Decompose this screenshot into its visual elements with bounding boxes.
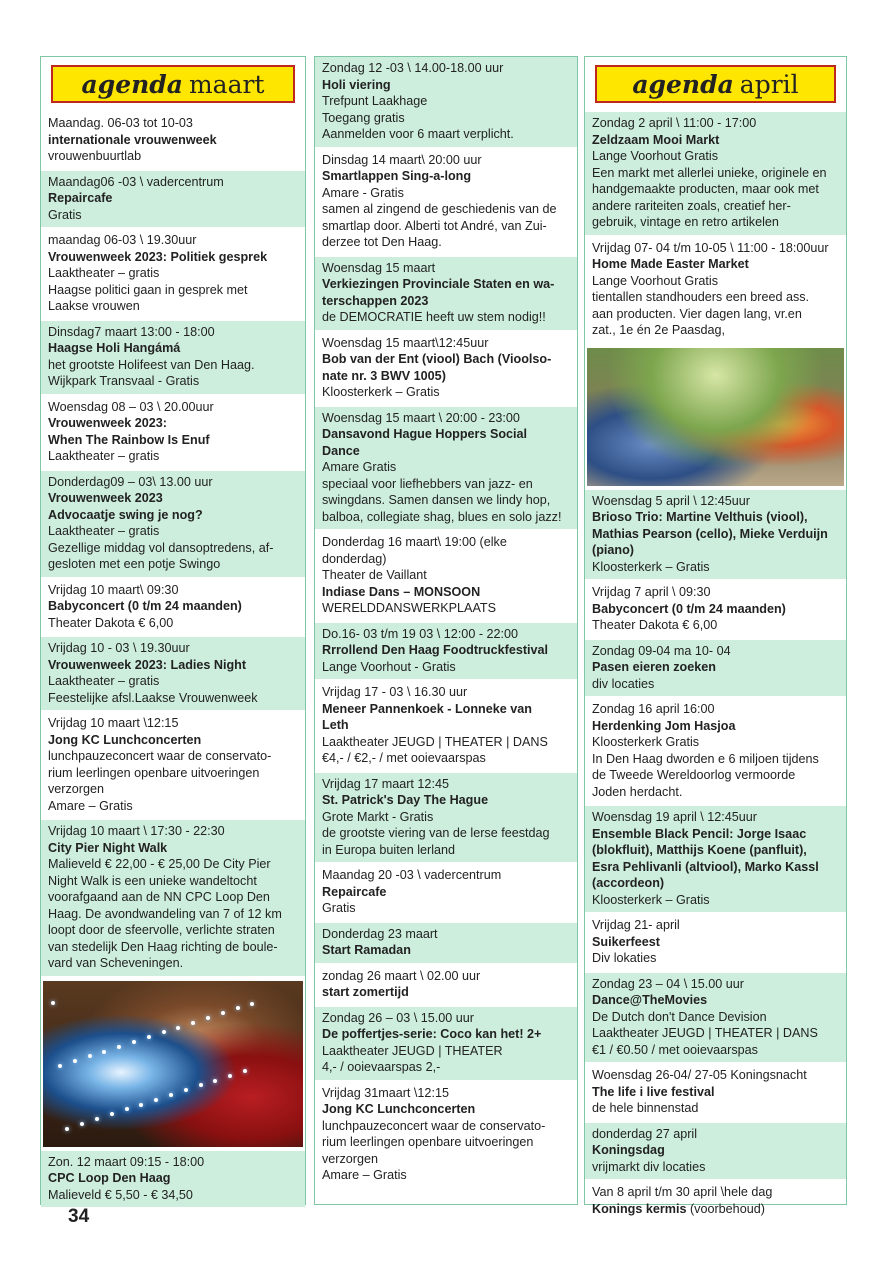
- event-title: Repaircafe: [48, 191, 113, 205]
- event-date: Zondag 12 -03 \ 14.00-18.00 uur: [322, 61, 504, 75]
- light-sparkle: [250, 1002, 254, 1006]
- event-detail: in Europa buiten lerland: [322, 842, 456, 857]
- event-detail: Amare – Gratis: [322, 1168, 407, 1182]
- event-title: Mathias Pearson (cello), Mieke Verduijn: [592, 526, 828, 541]
- event-detail: verzorgen: [322, 1151, 379, 1166]
- event-date: Van 8 april t/m 30 april \hele dag: [592, 1185, 773, 1199]
- event-item: [585, 1064, 846, 1123]
- event-detail: 4,- / ooievaarspas 2,-: [322, 1060, 441, 1074]
- event-detail: voorafgaand aan de NN CPC Loop Den: [48, 890, 270, 904]
- event-item: [41, 396, 305, 471]
- event-item: [41, 321, 305, 396]
- agenda-header-box: [595, 65, 836, 103]
- event-title: Esra Pehlivanli (altviool), Marko Kassl: [592, 859, 819, 874]
- event-detail: Gratis: [322, 901, 356, 915]
- event-title: nate nr. 3 BWV 1005): [322, 368, 446, 383]
- event-date: Vrijdag 07- 04 t/m 10-05 \ 11:00 - 18:00uur: [592, 240, 829, 255]
- event-title: Advocaatje swing je nog?: [48, 507, 203, 522]
- event-item: [315, 531, 577, 623]
- event-item: [585, 237, 846, 345]
- event-item: [41, 112, 305, 171]
- event-title: Rrrollend Den Haag Foodtruckfestival: [322, 643, 549, 657]
- event-detail: swingdans. Samen dansen we lindy hop,: [322, 493, 551, 507]
- event-title: CPC Loop Den Haag: [48, 1171, 171, 1185]
- event-detail: Laaktheater JEUGD | THEATER: [322, 1043, 503, 1058]
- event-item: [41, 171, 305, 230]
- event-detail: Amare – Gratis: [48, 798, 133, 813]
- event-detail: Lange Voorhout Gratis: [592, 273, 719, 288]
- event-date: Woensdag 19 april \ 12:45uur: [592, 810, 757, 824]
- event-date: Vrijdag 21- april: [592, 918, 680, 932]
- event-title: (piano): [592, 543, 634, 557]
- event-detail: Theater Dakota € 6,00: [48, 615, 174, 630]
- event-date: Donderdag 23 maart: [322, 926, 438, 941]
- event-item: [41, 579, 305, 638]
- event-detail: gesloten met een potje Swingo: [48, 557, 221, 571]
- event-detail: €1 / €0.50 / met ooievaarspas: [592, 1042, 758, 1057]
- event-detail: rium leerlingen openbare uitvoeringen: [322, 1135, 534, 1149]
- event-title: City Pier Night Walk: [48, 840, 168, 855]
- event-item: [315, 965, 577, 1007]
- event-date: Maandag. 06-03 tot 10-03: [48, 116, 193, 130]
- event-date: Vrijdag 17 - 03 \ 16.30 uur: [322, 685, 468, 699]
- agenda-april-header: [585, 57, 846, 112]
- event-title: Jong KC Lunchconcerten: [322, 1102, 476, 1116]
- event-item: [315, 773, 577, 865]
- event-detail: rium leerlingen openbare uitvoeringen: [48, 765, 260, 780]
- event-item: [585, 490, 846, 582]
- light-sparkle: [213, 1079, 217, 1083]
- light-sparkle: [184, 1088, 188, 1092]
- event-detail: Night Walk is een unieke wandeltocht: [48, 873, 257, 888]
- light-sparkle: [58, 1064, 62, 1068]
- event-detail: Kloosterkerk Gratis: [592, 735, 700, 749]
- event-date: Zondag 16 april 16:00: [592, 702, 715, 716]
- event-detail: Laakse vrouwen: [48, 299, 140, 313]
- event-item: [585, 914, 846, 973]
- event-title: Smartlappen Sing-a-long: [322, 169, 472, 183]
- light-sparkle: [199, 1083, 203, 1087]
- event-title: Holi viering: [322, 77, 391, 92]
- header-month: maart: [188, 69, 265, 99]
- light-sparkle: [236, 1006, 240, 1010]
- event-title: Repaircafe: [322, 884, 387, 899]
- event-title: Vrouwenweek 2023: Politiek gesprek: [48, 249, 268, 264]
- event-date: Vrijdag 10 maart \ 17:30 - 22:30: [48, 824, 225, 838]
- light-sparkle: [169, 1093, 173, 1097]
- event-date: Vrijdag 10 maart \12:15: [48, 716, 179, 730]
- event-detail: tientallen standhouders een breed ass.: [592, 290, 810, 304]
- event-detail: loopt door de sfeervolle, verlichte straten: [48, 923, 275, 937]
- event-title: Haagse Holi Hangámá: [48, 341, 181, 355]
- event-detail: lunchpauzeconcert waar de conservato-: [48, 749, 272, 763]
- column-middle: [314, 56, 578, 1205]
- event-detail: zat., 1e én 2e Paasdag,: [592, 323, 726, 337]
- event-item: [585, 806, 846, 914]
- event-date: Dinsdag7 maart 13:00 - 18:00: [48, 324, 215, 339]
- event-detail: vard van Scheveningen.: [48, 956, 184, 970]
- event-title: Leth: [322, 718, 349, 732]
- column-maart: [40, 56, 306, 1205]
- event-date: Vrijdag 7 april \ 09:30: [592, 585, 711, 599]
- light-sparkle: [80, 1122, 84, 1126]
- event-date: Vrijdag 10 maart\ 09:30: [48, 582, 179, 597]
- event-detail: Een markt met allerlei unieke, originele en: [592, 165, 827, 180]
- event-detail: vrouwenbuurtlab: [48, 149, 142, 163]
- event-detail: aan producten. Vier dagen lang, vr.en: [592, 306, 802, 321]
- light-sparkle: [125, 1107, 129, 1111]
- event-detail: samen al zingend de geschiedenis van de: [322, 202, 557, 216]
- event-date: Maandag 20 -03 \ vadercentrum: [322, 868, 502, 882]
- event-item: [41, 229, 305, 321]
- event-title: Babyconcert (0 t/m 24 maanden): [48, 599, 242, 613]
- event-item: [315, 57, 577, 149]
- event-title: Ensemble Black Pencil: Jorge Isaac: [592, 826, 807, 841]
- event-title: De poffertjes-serie: Coco kan het! 2+: [322, 1027, 542, 1041]
- light-sparkle: [228, 1074, 232, 1078]
- event-title: Dance@TheMovies: [592, 993, 708, 1007]
- event-detail: Theater de Vaillant: [322, 568, 427, 582]
- event-detail: Haag. De avondwandeling van 7 of 12 km: [48, 906, 282, 921]
- event-title: Konings kermis (voorbehoud): [592, 1201, 765, 1216]
- event-title: Babyconcert (0 t/m 24 maanden): [592, 601, 786, 616]
- event-item: [315, 623, 577, 682]
- event-title: Vrouwenweek 2023:: [48, 416, 168, 430]
- event-title: (blokfluit), Matthijs Koene (panfluit),: [592, 843, 807, 857]
- event-date: Vrijdag 17 maart 12:45: [322, 776, 449, 791]
- event-title: (accordeon): [592, 876, 665, 890]
- event-date: donderdag 27 april: [592, 1126, 698, 1141]
- event-detail: balboa, collegiate shag, blues en solo jazz!: [322, 509, 562, 524]
- event-date: Maandag06 -03 \ vadercentrum: [48, 174, 224, 189]
- event-title: Koningsdag: [592, 1143, 665, 1157]
- event-list: [41, 112, 305, 978]
- light-sparkle: [243, 1069, 247, 1073]
- event-title: Verkiezingen Provinciale Staten en wa-: [322, 277, 555, 291]
- event-date: Do.16- 03 t/m 19 03 \ 12:00 - 22:00: [322, 626, 519, 641]
- event-title: Zeldzaam Mooi Markt: [592, 132, 720, 147]
- event-list: [41, 1151, 305, 1210]
- event-detail: de Tweede Wereldoorlog vermoorde: [592, 768, 796, 782]
- event-date: Zondag 23 – 04 \ 15.00 uur: [592, 976, 744, 991]
- night-walk-photo: [43, 981, 303, 1147]
- light-sparkle: [88, 1054, 92, 1058]
- light-sparkle: [51, 1001, 55, 1005]
- event-date: Zondag 09-04 ma 10- 04: [592, 643, 731, 658]
- event-detail: van stedelijk Den Haag richting de boule-: [48, 939, 278, 954]
- event-date: Zon. 12 maart 09:15 - 18:00: [48, 1154, 205, 1169]
- event-item: [585, 1181, 846, 1223]
- event-date: Zondag 26 – 03 \ 15.00 uur: [322, 1010, 474, 1025]
- light-sparkle: [117, 1045, 121, 1049]
- event-detail: WERELDDANSWERKPLAATS: [322, 601, 497, 615]
- event-detail: Kloosterkerk – Gratis: [322, 385, 440, 399]
- event-title: Home Made Easter Market: [592, 257, 749, 271]
- event-detail: Theater Dakota € 6,00: [592, 618, 718, 632]
- agenda-header-box: [51, 65, 295, 103]
- event-detail: Lange Voorhout Gratis: [592, 149, 719, 163]
- event-detail: andere rariteiten zoals, creatief her-: [592, 198, 791, 213]
- event-detail: div locaties: [592, 676, 655, 691]
- event-date: Donderdag09 – 03\ 13.00 uur: [48, 474, 213, 489]
- event-title: Start Ramadan: [322, 943, 411, 957]
- event-detail: Kloosterkerk – Gratis: [592, 892, 710, 907]
- header-word: agenda: [81, 69, 183, 99]
- event-item: [41, 637, 305, 712]
- event-date: Woensdag 08 – 03 \ 20.00uur: [48, 399, 214, 414]
- event-list: [585, 112, 846, 345]
- light-sparkle: [154, 1098, 158, 1102]
- event-item: [315, 407, 577, 532]
- event-item: [585, 698, 846, 806]
- event-detail: de DEMOCRATIE heeft uw stem nodig!!: [322, 310, 546, 324]
- event-detail: Laaktheater – gratis: [48, 449, 160, 463]
- easter-market-photo: [587, 348, 844, 486]
- event-detail: lunchpauzeconcert waar de conservato-: [322, 1118, 546, 1133]
- event-item: [41, 712, 305, 820]
- event-title: Indiase Dans – MONSOON: [322, 584, 481, 599]
- event-date: Woensdag 15 maart\12:45uur: [322, 335, 489, 350]
- event-date: Donderdag 16 maart\ 19:00 (elke donderdag): [322, 535, 507, 566]
- event-title: Pasen eieren zoeken: [592, 660, 716, 674]
- event-detail: Div lokaties: [592, 951, 657, 965]
- light-sparkle: [147, 1035, 151, 1039]
- event-item: [585, 973, 846, 1065]
- event-item: [315, 149, 577, 257]
- event-title: terschappen 2023: [322, 293, 429, 308]
- event-detail: vrijmarkt div locaties: [592, 1159, 706, 1174]
- event-detail: Laaktheater – gratis: [48, 674, 160, 688]
- event-detail: Amare - Gratis: [322, 185, 404, 200]
- light-sparkle: [162, 1030, 166, 1034]
- event-date: Vrijdag 10 - 03 \ 19.30uur: [48, 641, 190, 655]
- event-detail: Gratis: [48, 207, 82, 222]
- event-title: Bob van der Ent (viool) Bach (Vioolso-: [322, 352, 552, 366]
- event-item: [41, 1151, 305, 1210]
- event-title: Suikerfeest: [592, 934, 660, 949]
- event-detail: Grote Markt - Gratis: [322, 809, 434, 824]
- event-detail: Haagse politici gaan in gesprek met: [48, 282, 248, 297]
- event-item: [585, 640, 846, 699]
- event-detail: Amare Gratis: [322, 460, 397, 474]
- event-date: maandag 06-03 \ 19.30uur: [48, 233, 197, 247]
- event-item: [315, 923, 577, 965]
- event-detail: de grootste viering van de lerse feestdag: [322, 826, 550, 840]
- header-word: agenda: [632, 69, 734, 99]
- event-title: internationale vrouwenweek: [48, 132, 217, 147]
- event-detail: In Den Haag dworden e 6 miljoen tijdens: [592, 751, 819, 766]
- event-item: [315, 1082, 577, 1190]
- event-title: When The Rainbow Is Enuf: [48, 432, 210, 447]
- event-detail: speciaal voor liefhebbers van jazz- en: [322, 476, 533, 491]
- event-title: Dance: [322, 443, 360, 458]
- event-detail: het grootste Holifeest van Den Haag.: [48, 357, 255, 372]
- light-sparkle: [221, 1011, 225, 1015]
- column-april: [584, 56, 847, 1216]
- event-detail: Malieveld € 5,50 - € 34,50: [48, 1187, 193, 1202]
- event-detail: Lange Voorhout - Gratis: [322, 659, 456, 674]
- event-date: zondag 26 maart \ 02.00 uur: [322, 968, 481, 983]
- event-detail: Kloosterkerk – Gratis: [592, 559, 710, 574]
- light-sparkle: [73, 1059, 77, 1063]
- event-date: Vrijdag 31maart \12:15: [322, 1085, 449, 1100]
- event-title: Brioso Trio: Martine Velthuis (viool),: [592, 510, 808, 524]
- light-sparkle: [95, 1117, 99, 1121]
- event-item: [41, 820, 305, 978]
- event-item: [315, 257, 577, 332]
- event-title: Herdenking Jom Hasjoa: [592, 718, 736, 733]
- header-month: april: [739, 69, 799, 99]
- event-detail: Toegang gratis: [322, 110, 405, 125]
- event-title: Dansavond Hague Hoppers Social: [322, 427, 528, 441]
- event-title: Vrouwenweek 2023: Ladies Night: [48, 657, 247, 672]
- agenda-maart-header: [41, 57, 305, 112]
- event-item: [585, 581, 846, 640]
- event-date: Woensdag 15 maart: [322, 260, 436, 275]
- event-date: Woensdag 5 april \ 12:45uur: [592, 493, 750, 508]
- event-detail: Wijkpark Transvaal - Gratis: [48, 374, 200, 388]
- light-sparkle: [132, 1040, 136, 1044]
- event-item: [41, 471, 305, 579]
- event-list: [315, 57, 577, 1190]
- event-title: Jong KC Lunchconcerten: [48, 732, 202, 747]
- event-title: St. Patrick's Day The Hague: [322, 793, 489, 807]
- page-number: 34: [68, 1206, 90, 1227]
- event-item: [315, 332, 577, 407]
- event-detail: Aanmelden voor 6 maart verplicht.: [322, 127, 514, 141]
- event-detail: gebruik, vintage en retro artikelen: [592, 215, 779, 229]
- event-date: Zondag 2 april \ 11:00 - 17:00: [592, 116, 757, 130]
- light-sparkle: [191, 1021, 195, 1025]
- event-detail: Laaktheater JEUGD | THEATER | DANS: [592, 1026, 818, 1040]
- event-detail: Feestelijke afsl.Laakse Vrouwenweek: [48, 690, 258, 705]
- event-title: Meneer Pannenkoek - Lonneke van: [322, 701, 532, 716]
- light-sparkle: [139, 1103, 143, 1107]
- event-title: The life i live festival: [592, 1084, 715, 1099]
- event-detail: Laaktheater – gratis: [48, 524, 160, 538]
- event-detail: Trefpunt Laakhage: [322, 94, 428, 108]
- event-item: [315, 864, 577, 923]
- event-detail: smartlap door. Alberti tot André, van Zui-: [322, 218, 547, 233]
- event-date: Woensdag 15 maart \ 20:00 - 23:00: [322, 410, 520, 425]
- event-detail: verzorgen: [48, 782, 105, 796]
- event-date: Woensdag 26-04/ 27-05 Koningsnacht: [592, 1068, 807, 1082]
- event-item: [315, 681, 577, 773]
- event-date: Dinsdag 14 maart\ 20:00 uur: [322, 152, 482, 167]
- event-item: [585, 112, 846, 237]
- event-item: [585, 1123, 846, 1182]
- light-sparkle: [176, 1026, 180, 1030]
- event-detail: derzee tot Den Haag.: [322, 235, 442, 249]
- event-detail: Malieveld € 22,00 - € 25,00 De City Pier: [48, 857, 271, 871]
- event-detail: de hele binnenstad: [592, 1101, 699, 1115]
- event-title: start zomertijd: [322, 985, 409, 999]
- event-detail: Gezellige middag vol dansoptredens, af-: [48, 540, 274, 555]
- event-detail: handgemaakte producten, maar ook met: [592, 182, 819, 196]
- event-detail: De Dutch don't Dance Devision: [592, 1009, 767, 1024]
- light-sparkle: [102, 1050, 106, 1054]
- event-detail: Laaktheater – gratis: [48, 266, 160, 280]
- light-sparkle: [206, 1016, 210, 1020]
- light-sparkle: [65, 1127, 69, 1131]
- event-title: Vrouwenweek 2023: [48, 491, 163, 505]
- event-detail: Joden herdacht.: [592, 784, 683, 799]
- event-title-note: (voorbehoud): [686, 1201, 765, 1216]
- light-sparkle: [110, 1112, 114, 1116]
- event-detail: Laaktheater JEUGD | THEATER | DANS: [322, 734, 548, 749]
- event-item: [315, 1007, 577, 1082]
- event-detail: €4,- / €2,- / met ooievaarspas: [322, 751, 486, 765]
- event-list: [585, 490, 846, 1224]
